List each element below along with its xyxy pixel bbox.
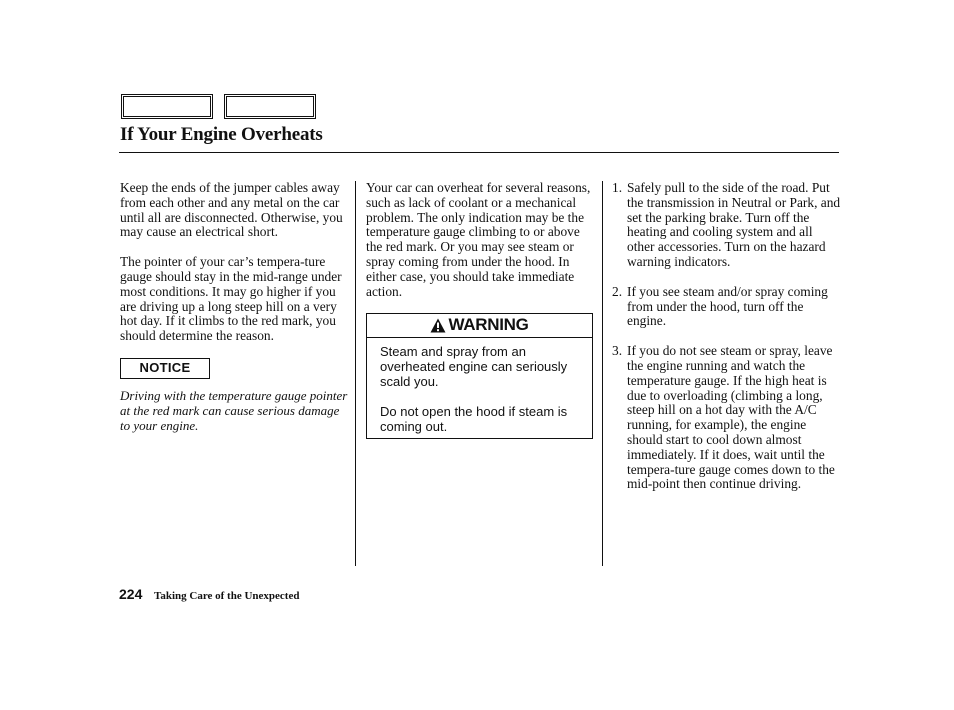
warning-text-scald: Steam and spray from an overheated engine can seriously scald you. — [380, 344, 568, 389]
title-divider — [119, 152, 839, 153]
notice-text: Driving with the temperature gauge pointer at the red mark can cause serious damage to your engine. — [120, 387, 348, 433]
step-text: If you do not see steam or spray, leave the engine running and watch the temperature gauge. If the high heat is due to overloading (climbing a long, steep hill on a hot day with the A/C running, for example), the engine should start to cool down almost immediately. If it does, wait until the tempera-ture gauge comes down to the mid-point then continue driving. — [627, 343, 835, 492]
step-text: Safely pull to the side of the road. Put the transmission in Neutral or Park, and set the parking brake. Turn off the heating and cooling system and all other accessories. Turn on the hazard warning indicators. — [627, 180, 841, 269]
nav-button-contents[interactable] — [224, 94, 316, 119]
jumper-cable-paragraph: Keep the ends of the jumper cables away from each other and any metal on the car until all are disconnected. Otherwise, you may cause an electrical short. — [120, 180, 343, 240]
page-number: 224 — [119, 586, 143, 602]
warning-triangle-icon — [430, 318, 446, 333]
temperature-gauge-paragraph: The pointer of your car’s tempera-ture gauge should stay in the mid-range under most conditions. It may go higher if you are driving up a long steep hill on a very hot day. If it climbs to the red mark, you should determine the reason. — [120, 254, 342, 344]
column-divider — [602, 181, 603, 566]
overheat-reasons-paragraph: Your car can overheat for several reasons, such as lack of coolant or a mechanical problem. The only indication may be the temperature gauge climbing to or above the red mark. Or you may see steam or spray coming from under the hood. In either case, you should take immediate action. — [366, 180, 591, 299]
step-number: 3. — [612, 343, 623, 359]
warning-box — [366, 313, 593, 439]
warning-label: WARNING — [448, 315, 529, 335]
step-text: If you see steam and/or spray coming from under the hood, turn off the engine. — [627, 283, 828, 329]
notice-label: NOTICE — [120, 358, 210, 379]
list-item — [612, 181, 842, 270]
page-title: If Your Engine Overheats — [120, 124, 323, 145]
list-item — [612, 344, 842, 492]
warning-header — [367, 314, 592, 338]
left-column — [120, 181, 348, 433]
step-number: 2. — [612, 283, 623, 299]
section-name: Taking Care of the Unexpected — [154, 590, 300, 602]
warning-body — [367, 338, 592, 434]
list-item — [612, 285, 842, 329]
column-divider — [355, 181, 356, 566]
warning-text-hood: Do not open the hood if steam is coming out. — [380, 403, 568, 434]
step-number: 1. — [612, 180, 623, 195]
overheat-steps-list — [612, 181, 842, 492]
nav-button-index[interactable] — [121, 94, 213, 119]
middle-column — [366, 181, 592, 439]
right-column — [612, 181, 842, 507]
